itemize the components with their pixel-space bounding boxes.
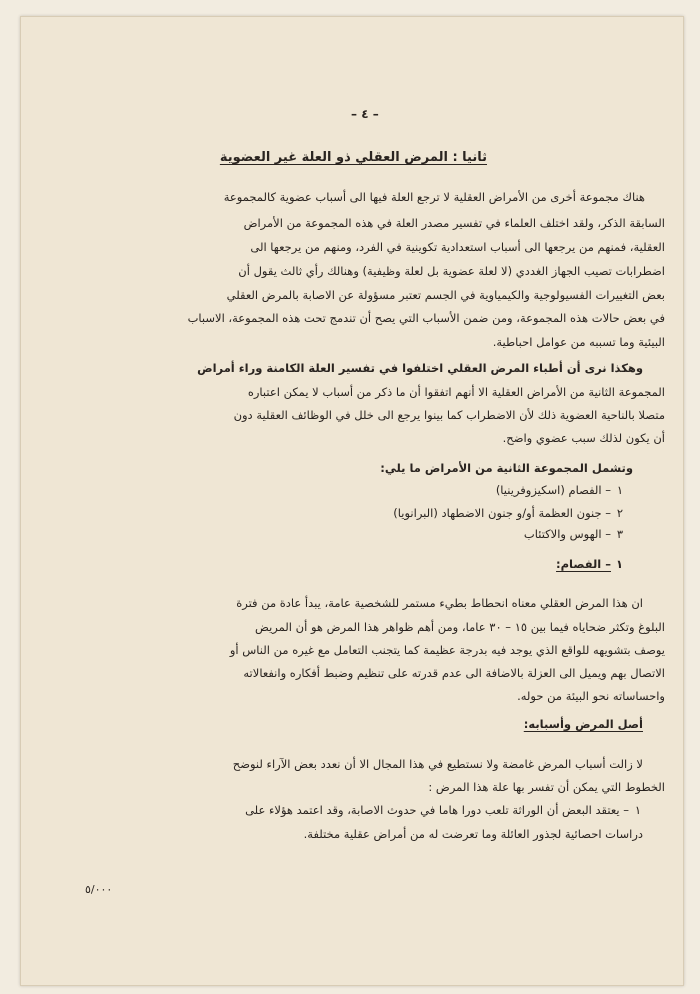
paragraph-line: واحساساته نحو البيئة من حوله. — [517, 689, 665, 703]
list-item-text: – الفصام (اسكيزوفرينيا) — [495, 483, 611, 497]
paragraph-line: المجموعة الثانية من الأمراض العقلية الا أنهم اتفقوا أن ما ذكر من أسباب لا يمكن اعتباره — [247, 385, 665, 399]
page-number: – ٤ – — [351, 107, 379, 121]
paragraph-line: لا زالت أسباب المرض غامضة ولا نستطيع في هذا المجال الا أن نعدد بعض الآراء لنوضح — [232, 757, 643, 771]
paragraph-line: يوصف بتشويهه للواقع الذي يوجد فيه بدرجة عظيمة كما يتجنب التعامل مع غيره من الناس أو — [229, 643, 665, 657]
footer-mark: ٥/٠٠٠ — [85, 883, 113, 896]
paragraph-line: اضطرابات تصيب الجهاز الغددي (لا لعلة عضوية بل لعلة وظيفية) وهنالك رأي ثالث يقول أن — [238, 264, 665, 278]
list-item-number: ٢ — [616, 506, 623, 520]
section-title: ثانيا : المرض العقلي ذو العلة غير العضوية — [219, 150, 487, 165]
document-sheet — [20, 16, 684, 986]
list-intro: وتشمل المجموعة الثانية من الأمراض ما يلي: — [380, 461, 633, 475]
subsection-number: ١ — [615, 557, 623, 571]
paragraph-line: العقلية، فمنهم من يرجعها الى أسباب استعدادية تكوينية في الفرد، ومنهم من يرجعها الى — [250, 240, 665, 254]
paragraph-line: وهكذا نرى أن أطباء المرض العقلي اختلفوا في تفسير العلة الكامنة وراء أمراض — [197, 361, 643, 375]
paragraph-line: ان هذا المرض العقلي معناه انحطاط بطيء مستمر للشخصية عامة، يبدأ عادة من فترة — [236, 596, 643, 610]
paragraph-line: أن يكون لذلك سبب عضوي واضح. — [502, 431, 665, 445]
subsection-title: – الفصام: — [556, 557, 611, 571]
paragraph-number: ١ — [634, 803, 641, 817]
paragraph-line: هناك مجموعة أخرى من الأمراض العقلية لا ترجع العلة فيها الى أسباب عضوية كالمجموعة — [223, 190, 645, 204]
paragraph-line: البيئية وما تسببه من عوامل احباطية. — [492, 335, 665, 349]
list-item-text: – الهوس والاكتئاب — [523, 527, 611, 541]
paragraph-line: في بعض حالات هذه المجموعة، ومن ضمن الأسباب التي يصح أن تندمج تحت هذه المجموعة، الاسباب — [187, 311, 665, 325]
list-item-text: – جنون العظمة أو/و جنون الاضطهاد (البرانويا) — [393, 506, 611, 520]
paragraph-line: البلوغ وتكثر ضحاياه فيما بين ١٥ – ٣٠ عاما، ومن أهم ظواهر هذا المرض هو أن المريض — [255, 620, 665, 634]
list-item-number: ٣ — [616, 527, 623, 541]
paragraph-line: – يعتقد البعض أن الوراثة تلعب دورا هاما في حدوث الاصابة، وقد اعتمد هؤلاء على — [245, 803, 629, 817]
list-item-number: ١ — [616, 483, 623, 497]
subsection-causes-heading: أصل المرض وأسبابه: — [523, 717, 643, 731]
paragraph-line: الاتصال بهم ويميل الى العزلة بالاضافة الى عدم قدرته على تنظيم وضبط أفكاره وانفعالاته — [243, 666, 665, 680]
paragraph-line: بعض التغييرات الفسيولوجية والكيمياوية في الجسم تعتبر مسؤولة عن الاصابة بالمرض العقلي — [226, 288, 665, 302]
document-page — [21, 17, 683, 985]
paragraph-line: السابقة الذكر، ولقد اختلف العلماء في تفسير مصدر العلة في هذه المجموعة من الأمراض — [243, 216, 665, 230]
paragraph-line: دراسات احصائية لجذور العائلة وما تعرضت له من أمراض عقلية مختلفة. — [303, 827, 643, 841]
paragraph-line: الخطوط التي يمكن أن تفسر بها علة هذا المرض : — [428, 780, 665, 794]
paragraph-line: متصلا بالناحية العضوية ذلك لأن الاضطراب كما بينوا يرجع الى خلل في الوظائف العقلية دون — [233, 408, 665, 422]
